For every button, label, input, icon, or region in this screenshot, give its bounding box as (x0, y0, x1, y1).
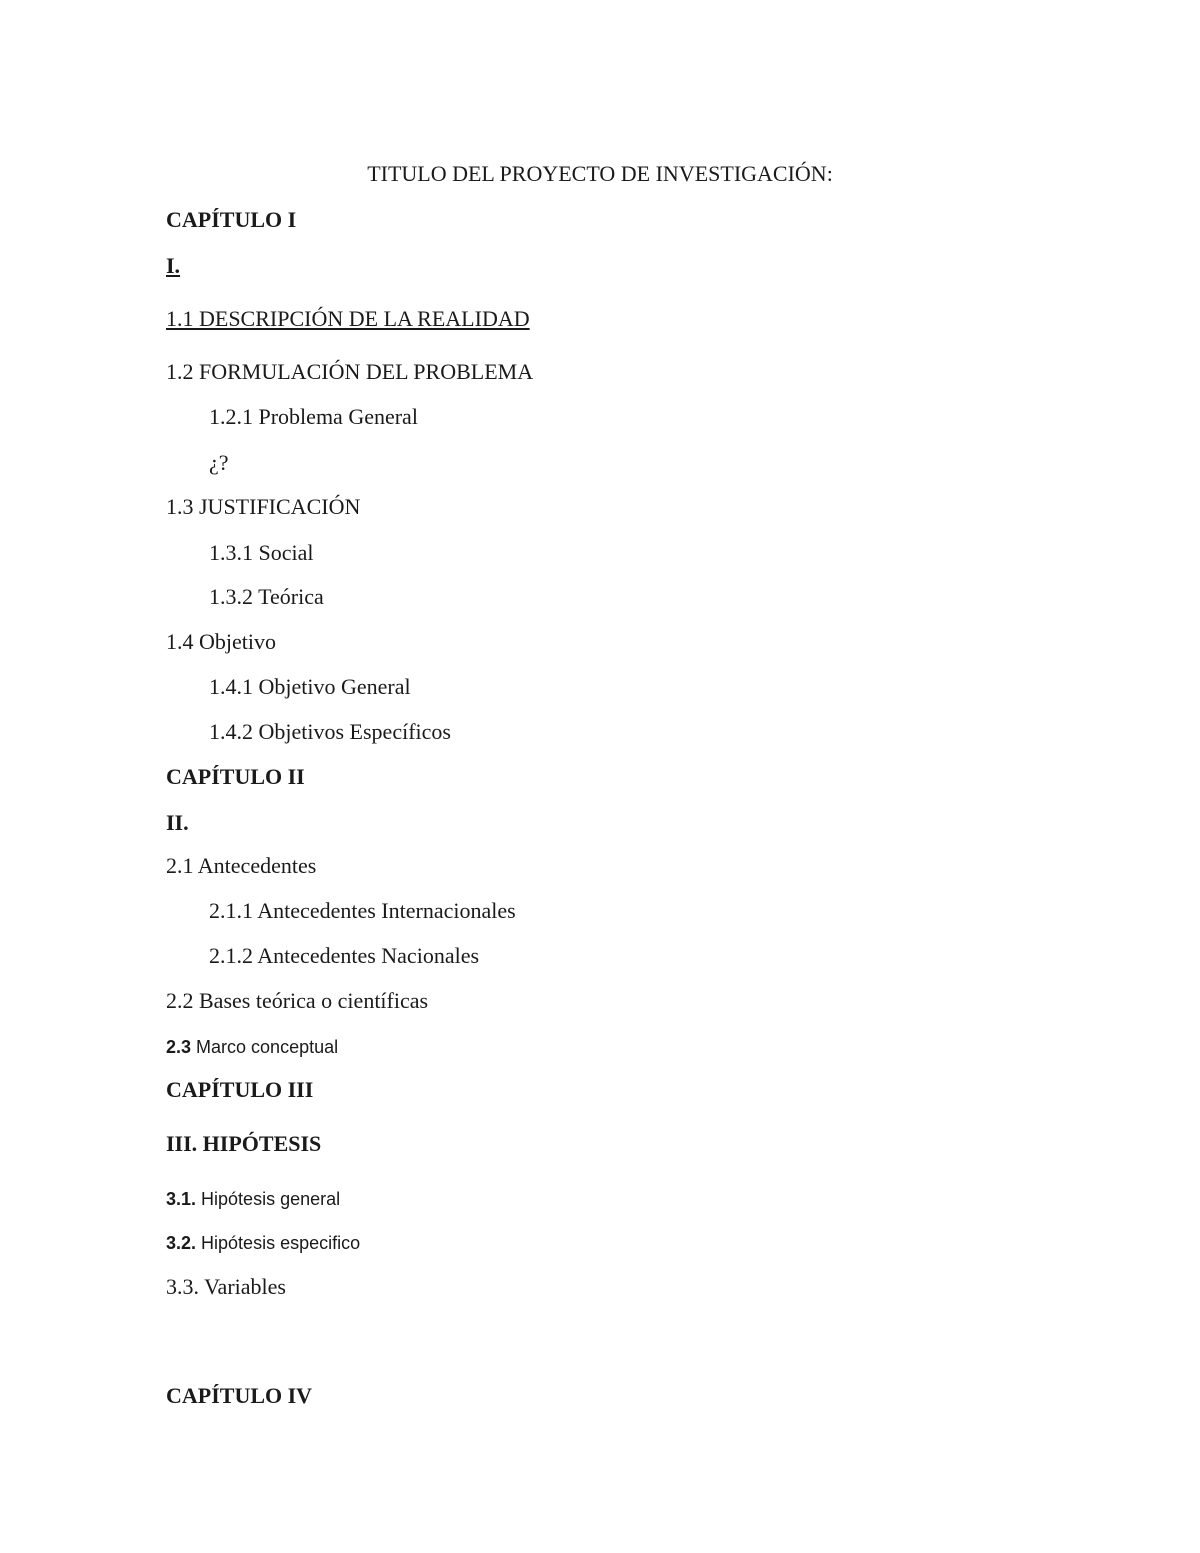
chapter-2-numeral: II. (166, 810, 189, 835)
section-2-1: 2.1 Antecedentes (166, 853, 317, 878)
section-2-1-1: 2.1.1 Antecedentes Internacionales (209, 898, 516, 923)
section-1-1: 1.1 DESCRIPCIÓN DE LA REALIDAD (166, 306, 530, 331)
section-1-4: 1.4 Objetivo (166, 629, 276, 654)
section-3-2-text: Hipótesis especifico (196, 1233, 361, 1253)
section-1-4-2: 1.4.2 Objetivos Específicos (209, 719, 451, 744)
section-2-3-number: 2.3 (166, 1037, 192, 1057)
section-2-1-2: 2.1.2 Antecedentes Nacionales (209, 943, 480, 968)
chapter-4-heading: CAPÍTULO IV (166, 1383, 313, 1408)
chapter-1-heading: CAPÍTULO I (166, 207, 297, 232)
section-3-1-number: 3.1. (166, 1189, 197, 1209)
section-2-3-text: Marco conceptual (191, 1037, 339, 1057)
section-3-1 (166, 1186, 340, 1212)
section-1-4-1: 1.4.1 Objetivo General (209, 674, 411, 699)
chapter-1-numeral: I. (166, 253, 181, 278)
section-3-1-text: Hipótesis general (196, 1189, 341, 1209)
section-2-3 (166, 1034, 338, 1060)
chapter-3-numeral: III. HIPÓTESIS (166, 1131, 322, 1156)
section-1-3-2: 1.3.2 Teórica (209, 584, 324, 609)
section-3-2-number: 3.2. (166, 1233, 197, 1253)
section-1-3-1: 1.3.1 Social (209, 540, 314, 565)
question-placeholder: ¿? (209, 450, 229, 475)
section-1-2-1: 1.2.1 Problema General (209, 404, 418, 429)
section-3-2 (166, 1230, 360, 1256)
document-title: TITULO DEL PROYECTO DE INVESTIGACIÓN: (367, 161, 833, 186)
chapter-3-heading: CAPÍTULO III (166, 1077, 314, 1102)
section-1-2: 1.2 FORMULACIÓN DEL PROBLEMA (166, 359, 534, 384)
section-1-3: 1.3 JUSTIFICACIÓN (166, 494, 361, 519)
section-3-3: 3.3. Variables (166, 1274, 286, 1299)
section-2-2: 2.2 Bases teórica o científicas (166, 988, 429, 1013)
chapter-2-heading: CAPÍTULO II (166, 764, 305, 789)
